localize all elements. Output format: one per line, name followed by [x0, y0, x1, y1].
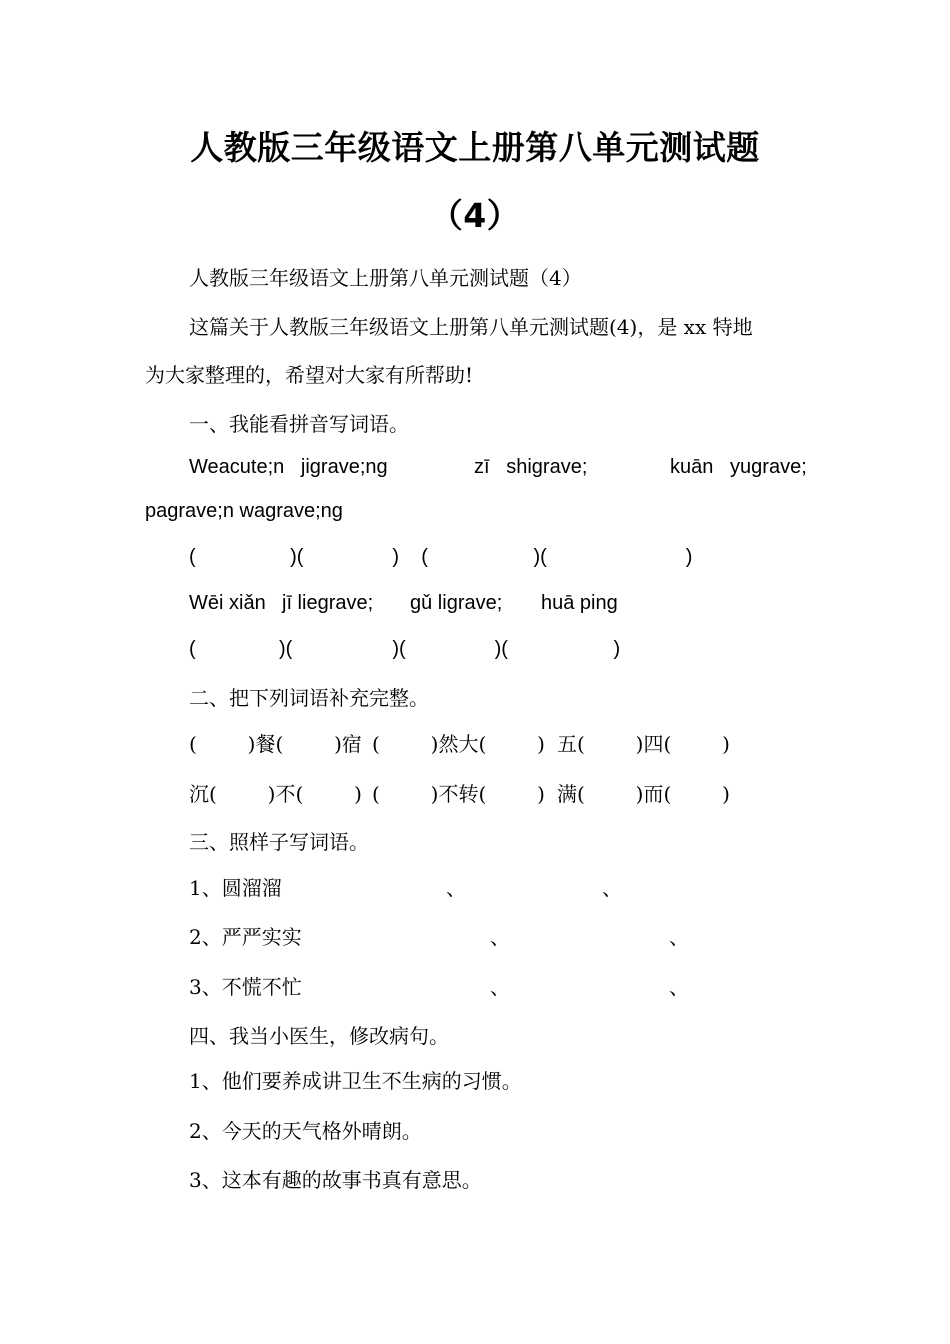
idiom-fill-item: 满( )而( ): [557, 782, 730, 806]
idiom-fill-item: 五( )四( ): [557, 732, 730, 756]
separator: 、: [669, 975, 689, 999]
pinyin-item: jī liegrave;: [282, 592, 374, 614]
separator: 、: [669, 925, 689, 949]
sentence-item: 2、今天的天气格外晴朗。: [189, 1119, 422, 1143]
document-title-number: （4）: [429, 196, 521, 235]
idiom-fill-item: ( )不转( ): [372, 782, 545, 806]
sentence-item: 3、这本有趣的故事书真有意思。: [189, 1168, 482, 1192]
separator: 、: [490, 975, 510, 999]
pinyin-item: pagrave;n wagrave;ng: [145, 500, 343, 522]
idiom-fill-item: ( )餐( )宿: [189, 732, 362, 756]
pinyin-item: huā ping: [541, 592, 618, 614]
section1-heading: 一、我能看拼音写词语。: [189, 412, 409, 436]
separator: 、: [490, 925, 510, 949]
example-word-label: 3、不慌不忙: [189, 975, 302, 999]
pinyin-item: Wēi xiǎn: [189, 592, 266, 614]
intro-paragraph-line1: 这篇关于人教版三年级语文上册第八单元测试题(4)，是 xx 特地: [189, 315, 753, 339]
pinyin-item: kuān yugrave;: [670, 456, 807, 478]
idiom-fill-item: ( )然大( ): [372, 732, 545, 756]
answer-blanks-row: ( )( ) ( )( ): [189, 546, 693, 568]
section3-heading: 三、照样子写词语。: [189, 830, 369, 854]
section2-heading: 二、把下列词语补充完整。: [189, 686, 429, 710]
section4-heading: 四、我当小医生，修改病句。: [189, 1024, 449, 1048]
pinyin-item: Weacute;n jigrave;ng: [189, 456, 388, 478]
pinyin-item: gǔ ligrave;: [410, 592, 503, 614]
answer-blanks-row: ( )( )( )( ): [189, 638, 621, 660]
separator: 、: [446, 876, 466, 900]
idiom-fill-item: 沉( )不( ): [189, 782, 362, 806]
intro-paragraph-line2: 为大家整理的，希望对大家有所帮助!: [145, 363, 474, 387]
pinyin-item: zī shigrave;: [474, 456, 588, 478]
subtitle: 人教版三年级语文上册第八单元测试题（4）: [189, 266, 582, 290]
separator: 、: [602, 876, 622, 900]
example-word-label: 2、严严实实: [189, 925, 302, 949]
example-word-label: 1、圆溜溜: [189, 876, 282, 900]
document-title: 人教版三年级语文上册第八单元测试题: [190, 128, 760, 167]
sentence-item: 1、他们要养成讲卫生不生病的习惯。: [189, 1069, 522, 1093]
